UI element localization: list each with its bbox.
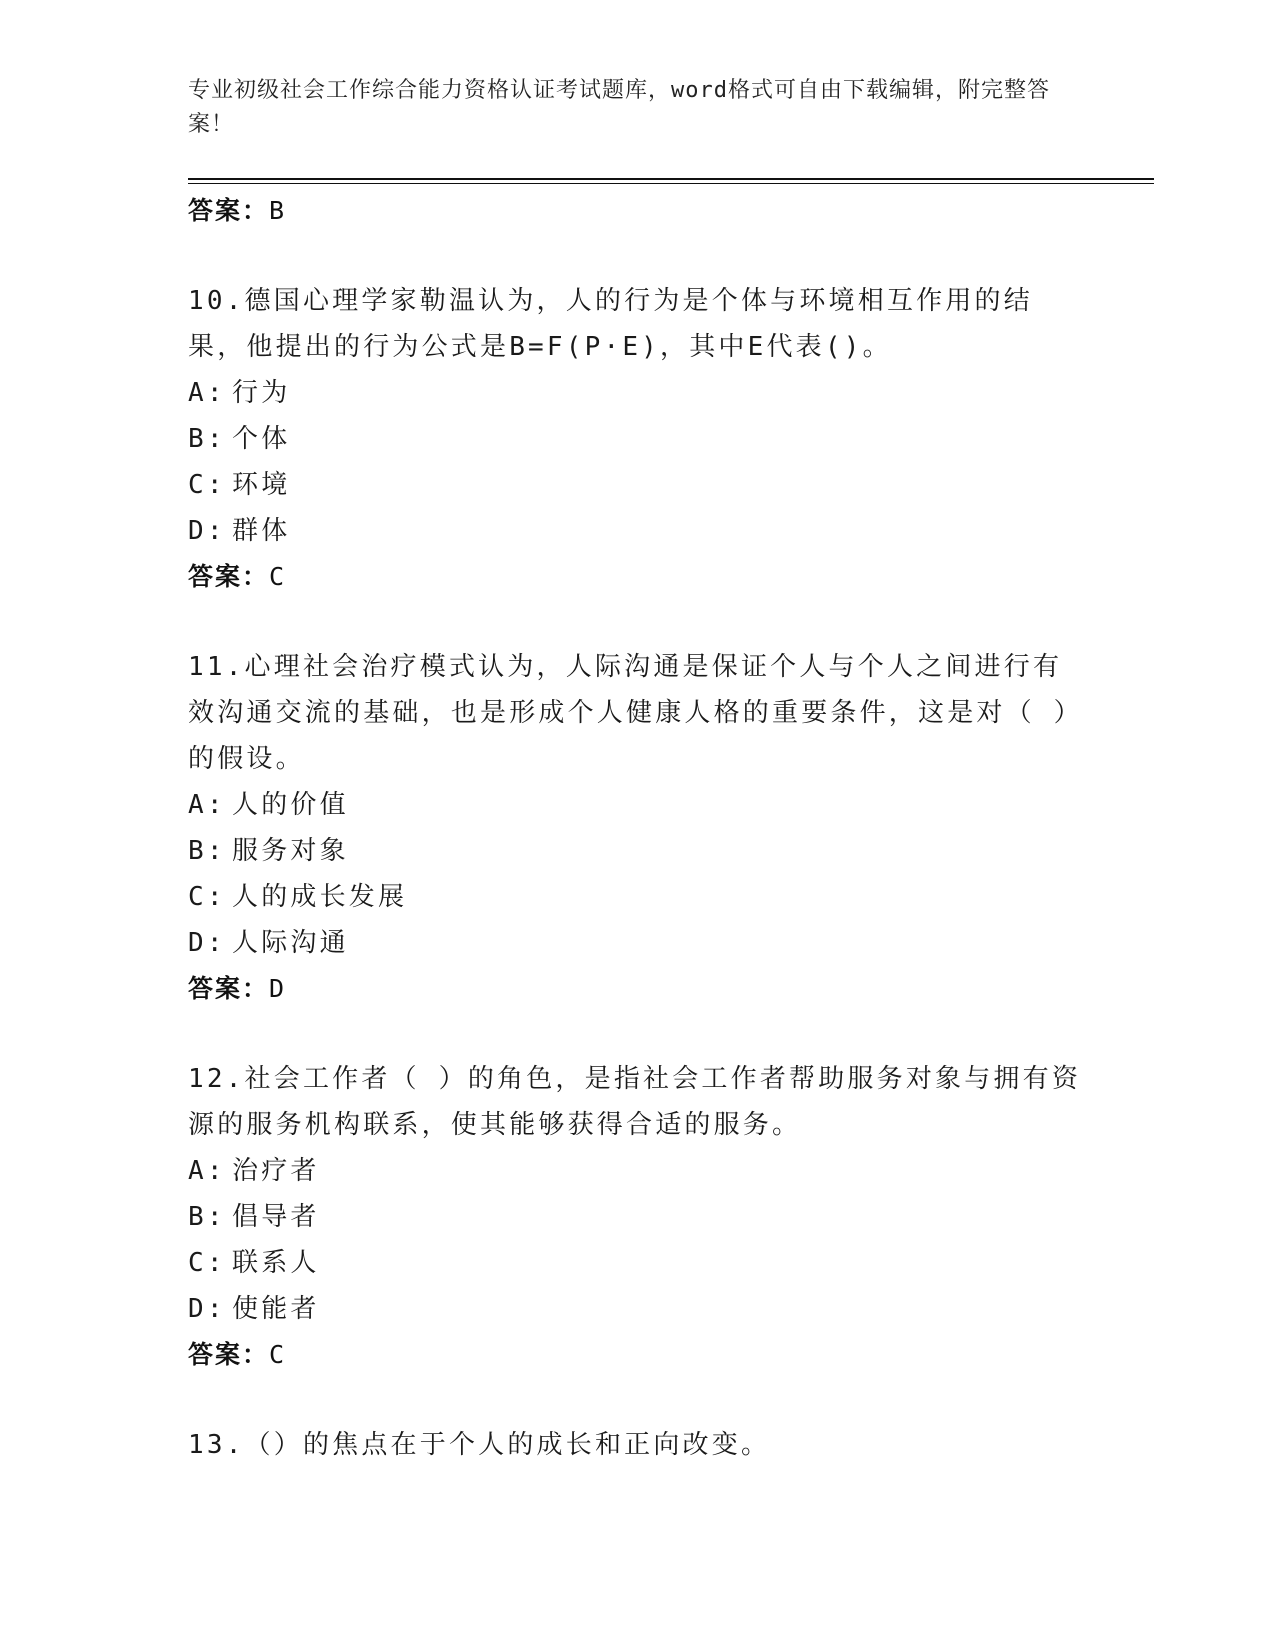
option-letter: A: — [188, 378, 226, 408]
option-c — [188, 1240, 1088, 1286]
option-text: 联系人 — [232, 1248, 320, 1278]
option-c — [188, 874, 1088, 920]
page-header: 专业初级社会工作综合能力资格认证考试题库，word格式可自由下载编辑，附完整答案！ — [188, 78, 1050, 137]
option-text: 个体 — [232, 424, 291, 454]
option-letter: C: — [188, 470, 226, 500]
option-a — [188, 782, 1088, 828]
answer-value: C — [269, 1340, 287, 1369]
question-stem: 11.心理社会治疗模式认为，人际沟通是保证个人与个人之间进行有效沟通交流的基础，也是形成个人健康人格的重要条件，这是对（ ）的假设。 — [188, 652, 1083, 774]
option-text: 行为 — [232, 378, 291, 408]
answer-line — [188, 188, 1088, 234]
answer-line — [188, 966, 1088, 1012]
option-letter: B: — [188, 424, 226, 454]
option-letter: C: — [188, 882, 226, 912]
answer-value: B — [269, 196, 287, 225]
answer-label: 答案： — [188, 1340, 270, 1369]
option-letter: B: — [188, 1202, 226, 1232]
option-text: 环境 — [232, 470, 291, 500]
option-d — [188, 920, 1088, 966]
answer-label: 答案： — [188, 196, 270, 225]
answer-value: D — [269, 974, 287, 1003]
option-letter: B: — [188, 836, 226, 866]
option-letter: D: — [188, 516, 226, 546]
option-b — [188, 828, 1088, 874]
option-text: 人际沟通 — [232, 928, 349, 958]
option-b — [188, 1194, 1088, 1240]
question-stem: 13.（）的焦点在于个人的成长和正向改变。 — [188, 1430, 771, 1460]
answer-label: 答案： — [188, 974, 270, 1003]
option-d — [188, 508, 1088, 554]
option-letter: A: — [188, 1156, 226, 1186]
option-c — [188, 462, 1088, 508]
question-stem: 10.德国心理学家勒温认为，人的行为是个体与环境相互作用的结果，他提出的行为公式是B=F(P·E)，其中E代表()。 — [188, 286, 1033, 362]
option-a — [188, 1148, 1088, 1194]
option-a — [188, 370, 1088, 416]
answer-line — [188, 554, 1088, 600]
header-rule-thick — [188, 178, 1154, 180]
answer-value: C — [269, 562, 287, 591]
option-letter: A: — [188, 790, 226, 820]
question-stem: 12.社会工作者（ ）的角色，是指社会工作者帮助服务对象与拥有资源的服务机构联系，使其能够获得合适的服务。 — [188, 1064, 1082, 1140]
option-letter: C: — [188, 1248, 226, 1278]
option-text: 群体 — [232, 516, 291, 546]
option-text: 人的成长发展 — [232, 882, 408, 912]
option-text: 使能者 — [232, 1294, 320, 1324]
option-d — [188, 1286, 1088, 1332]
option-text: 服务对象 — [232, 836, 349, 866]
option-b — [188, 416, 1088, 462]
answer-line — [188, 1332, 1088, 1378]
option-letter: D: — [188, 1294, 226, 1324]
option-letter: D: — [188, 928, 226, 958]
option-text: 治疗者 — [232, 1156, 320, 1186]
option-text: 人的价值 — [232, 790, 349, 820]
header-rule-thin — [188, 183, 1154, 184]
question-list — [188, 188, 1088, 1468]
answer-label: 答案： — [188, 562, 270, 591]
option-text: 倡导者 — [232, 1202, 320, 1232]
